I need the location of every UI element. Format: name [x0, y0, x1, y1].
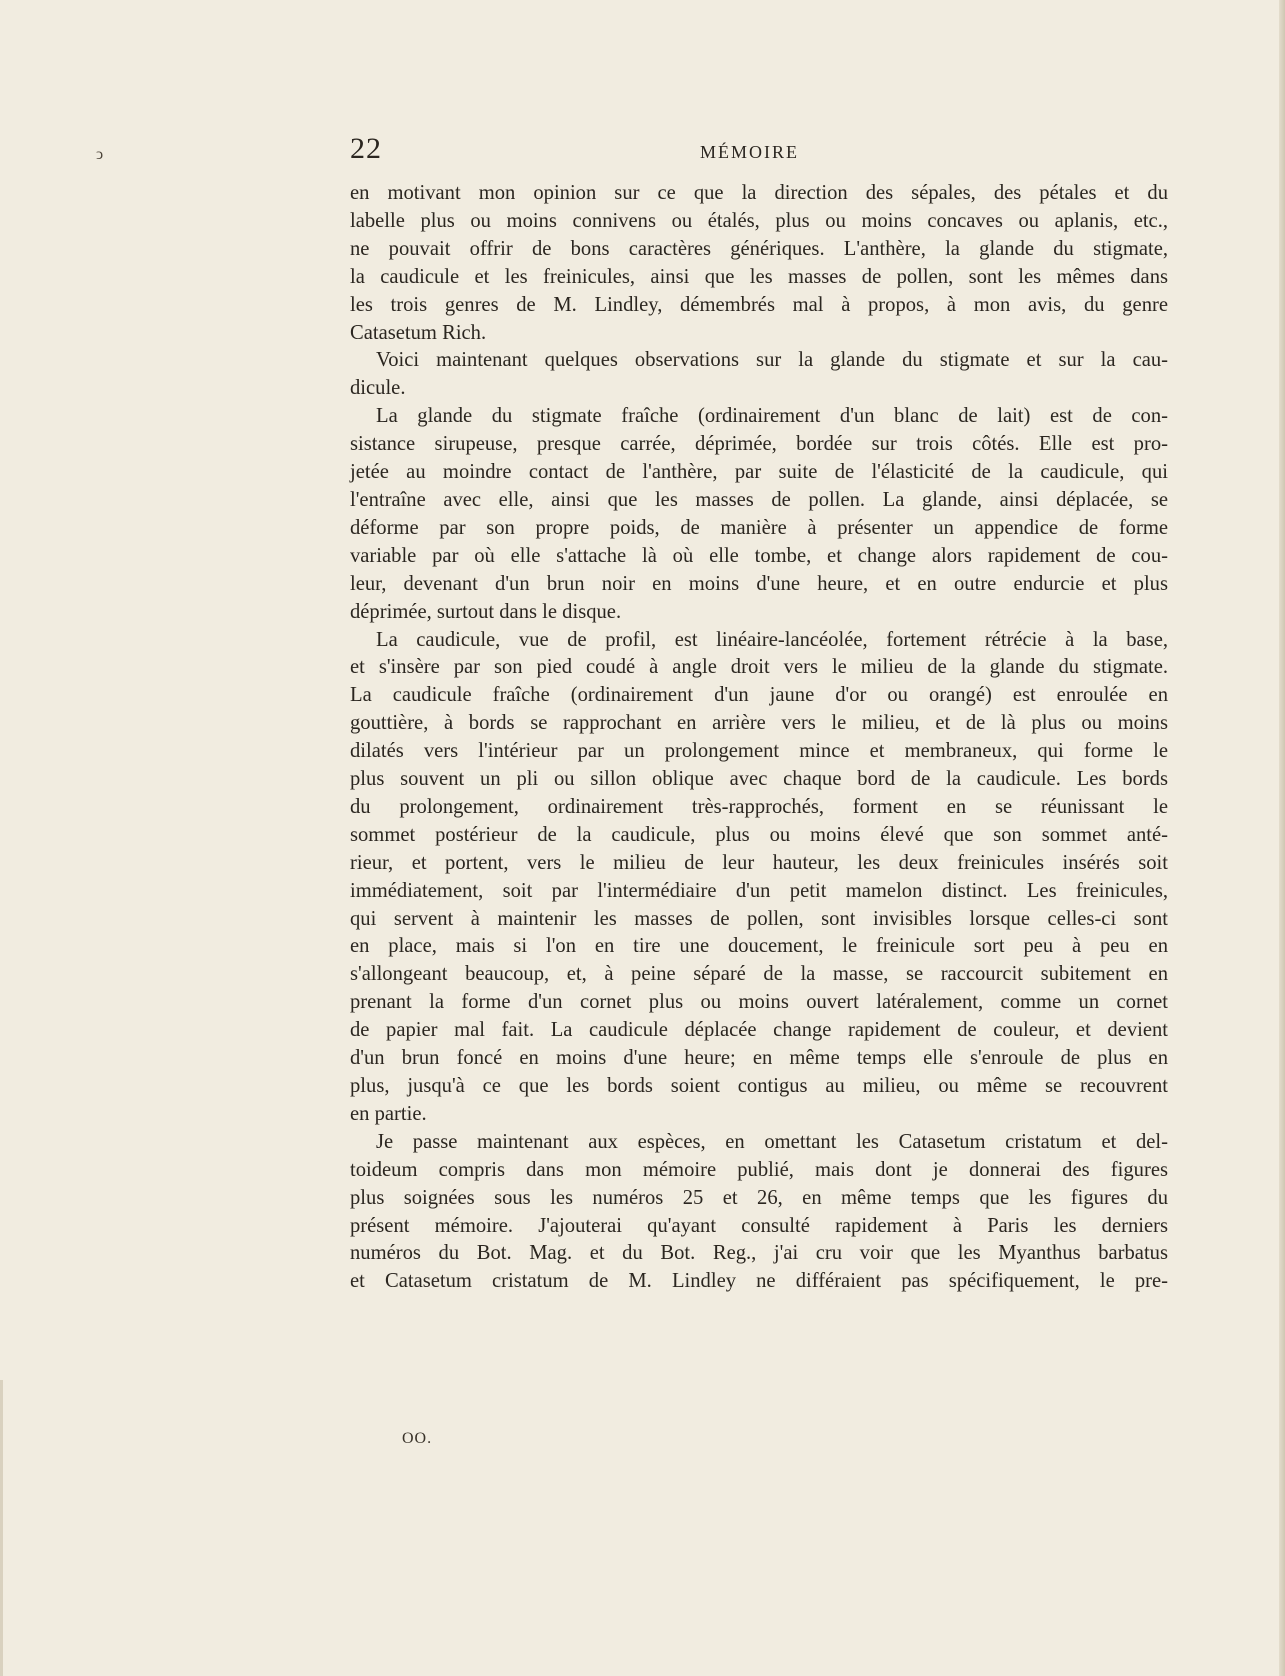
text-line: en motivant mon opinion sur ce que la direction des sépales, des pétales et du	[350, 182, 1168, 204]
text-line: la caudicule et les freinicules, ainsi que les masses de pollen, sont les mêmes dans	[350, 265, 1168, 288]
text-line: s'allongeant beaucoup, et, à peine séparé de la masse, se raccourcit subitement en	[350, 963, 1168, 986]
paragraph-4	[350, 627, 1168, 1129]
text-line: numéros du Bot. Mag. et du Bot. Reg., j'ai cru voir que les Myanthus barbatus	[350, 1242, 1168, 1265]
text-line: dicule.	[350, 377, 406, 400]
text-line: d'un brun foncé en moins d'une heure; en même temps elle s'enroule de plus en	[350, 1047, 1168, 1070]
text-line: La glande du stigmate fraîche (ordinairement d'un blanc de lait) est de con-	[376, 405, 1168, 428]
text-line: et Catasetum cristatum de M. Lindley ne différaient pas spécifiquement, le pre-	[350, 1270, 1168, 1293]
text-line: et s'insère par son pied coudé à angle droit vers le milieu de la glande du stigmate.	[350, 656, 1168, 679]
text-line: leur, devenant d'un brun noir en moins d'une heure, et en outre endurcie et plus	[350, 572, 1168, 595]
text-line: jetée au moindre contact de l'anthère, par suite de l'élasticité de la caudicule, qui	[350, 461, 1168, 484]
text-line: rieur, et portent, vers le milieu de leur hauteur, les deux freinicules insérés soit	[350, 851, 1168, 874]
text-line: La caudicule, vue de profil, est linéaire-lancéolée, fortement rétrécie à la base,	[376, 628, 1168, 651]
text-line: plus souvent un pli ou sillon oblique avec chaque bord de la caudicule. Les bords	[350, 768, 1168, 791]
text-line: sistance sirupeuse, presque carrée, déprimée, bordée sur trois côtés. Elle est pro-	[350, 433, 1168, 456]
text-line: du prolongement, ordinairement très-rapprochés, forment en se réunissant le	[350, 795, 1168, 818]
text-line: Je passe maintenant aux espèces, en omettant les Catasetum cristatum et del-	[376, 1130, 1168, 1153]
body-text	[350, 180, 1168, 1296]
text-line: immédiatement, soit par l'intermédiaire d'un petit mamelon distinct. Les freinicules,	[350, 879, 1168, 902]
text-line: ne pouvait offrir de bons caractères génériques. L'anthère, la glande du stigmate,	[350, 237, 1168, 260]
text-line: labelle plus ou moins connivens ou étalés, plus ou moins concaves ou aplanis, etc.,	[350, 209, 1168, 232]
corner-mark: ↄ	[96, 146, 104, 163]
paragraph-5	[350, 1129, 1168, 1296]
page-edge-left	[0, 1380, 3, 1676]
paragraph-3	[350, 403, 1168, 626]
text-line: déforme par son propre poids, de manière à présenter un appendice de forme	[350, 516, 1168, 539]
text-line: Voici maintenant quelques observations sur la glande du stigmate et sur la cau-	[376, 349, 1168, 372]
text-line: les trois genres de M. Lindley, démembrés mal à propos, à mon avis, du genre	[350, 293, 1168, 316]
page-edge-right	[1279, 0, 1285, 1676]
paragraph-1	[350, 180, 1168, 347]
text-line: toideum compris dans mon mémoire publié, mais dont je donnerai des figures	[350, 1158, 1168, 1181]
text-line: Catasetum Rich.	[350, 321, 487, 344]
text-line: l'entraîne avec elle, ainsi que les masses de pollen. La glande, ainsi déplacée, se	[350, 488, 1168, 511]
text-line: gouttière, à bords se rapprochant en arrière vers le milieu, et de là plus ou moins	[350, 712, 1168, 735]
text-line: présent mémoire. J'ajouterai qu'ayant consulté rapidement à Paris les derniers	[350, 1214, 1168, 1237]
text-line: déprimée, surtout dans le disque.	[350, 600, 622, 623]
paragraph-2	[350, 347, 1168, 403]
text-line: de papier mal fait. La caudicule déplacée change rapidement de couleur, et devient	[350, 1019, 1168, 1042]
text-line: en place, mais si l'on en tire une doucement, le freinicule sort peu à peu en	[350, 935, 1168, 958]
text-line: prenant la forme d'un cornet plus ou moins ouvert latéralement, comme un cornet	[350, 991, 1168, 1014]
page-number: 22	[350, 132, 382, 165]
running-title: MÉMOIRE	[700, 142, 799, 162]
text-line: sommet postérieur de la caudicule, plus ou moins élevé que son sommet anté-	[350, 823, 1168, 846]
text-line: La caudicule fraîche (ordinairement d'un jaune d'or ou orangé) est enroulée en	[350, 684, 1168, 707]
page-header	[350, 132, 1170, 172]
text-line: variable par où elle s'attache là où elle tombe, et change alors rapidement de cou-	[350, 544, 1168, 567]
text-line: plus, jusqu'à ce que les bords soient contigus au milieu, ou même se recouvrent	[350, 1075, 1168, 1097]
text-line: dilatés vers l'intérieur par un prolongement mince et membraneux, qui forme le	[350, 740, 1168, 763]
text-line: qui servent à maintenir les masses de pollen, sont invisibles lorsque celles-ci sont	[350, 907, 1168, 930]
signature-mark: OO.	[402, 1430, 433, 1447]
text-line: plus soignées sous les numéros 25 et 26, en même temps que les figures du	[350, 1186, 1168, 1209]
text-line: en partie.	[350, 1102, 427, 1125]
